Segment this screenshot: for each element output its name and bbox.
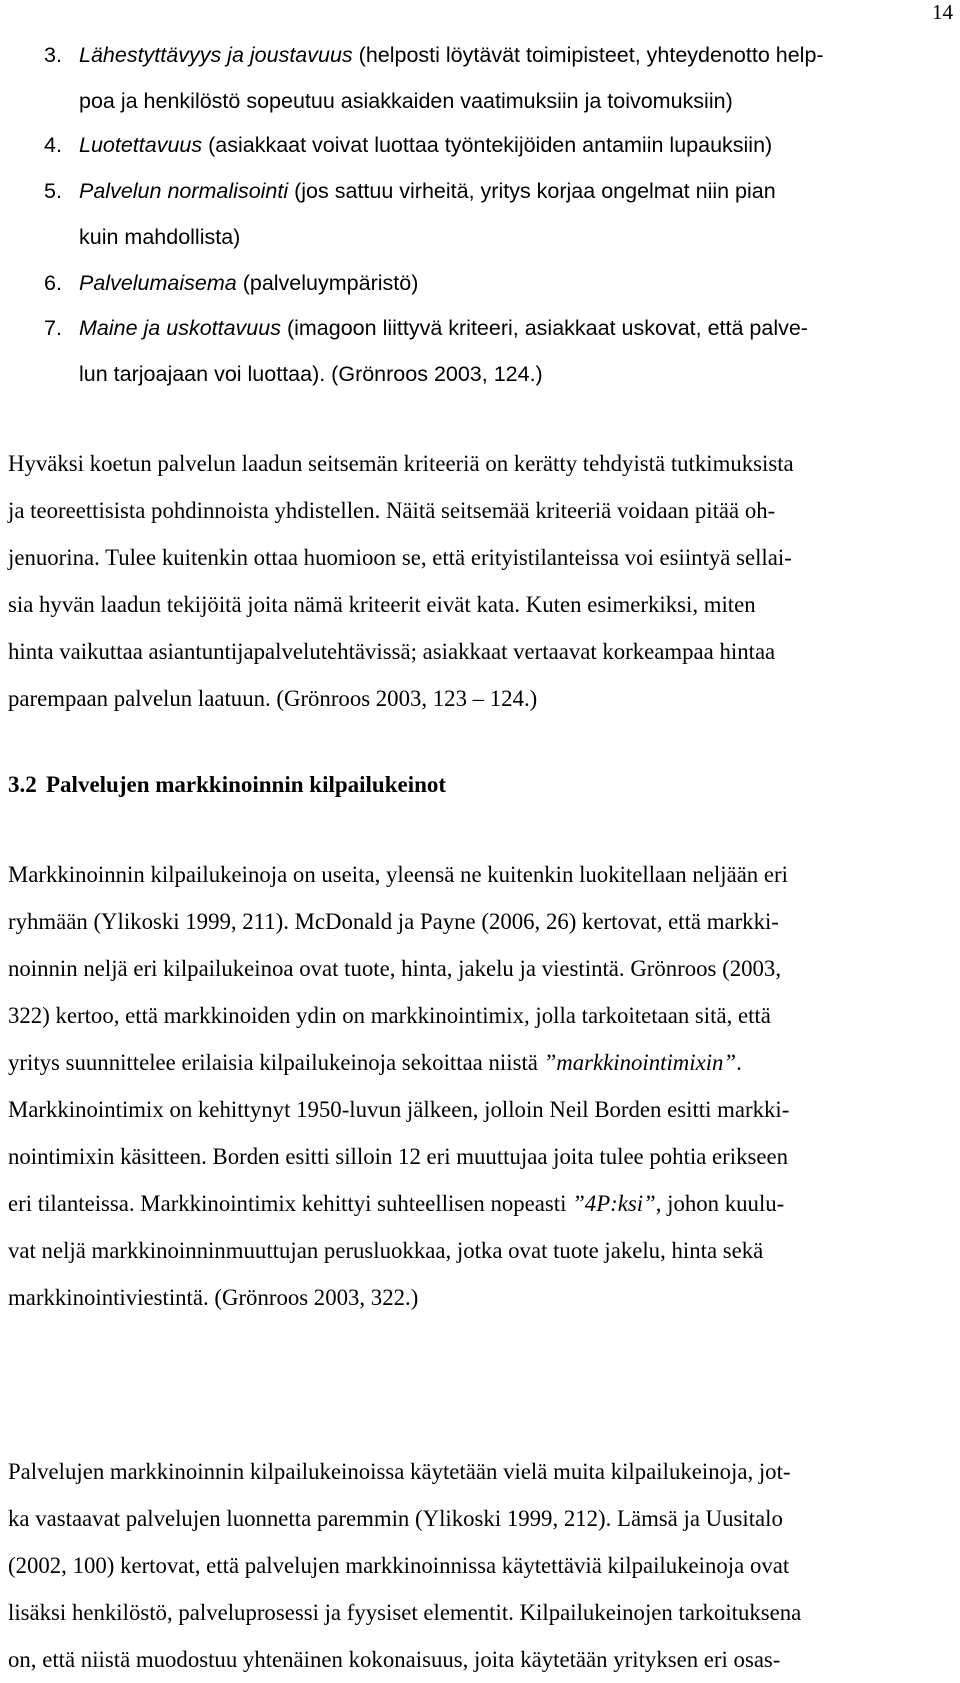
list-item [44, 305, 914, 397]
text-line: lisäksi henkilöstö, palveluprosessi ja fyysiset elementit. Kilpailukeinojen tarkoituksena [8, 1600, 802, 1625]
list-text: (palveluympäristö) [236, 271, 419, 295]
text-line: sia hyvän laadun tekijöitä joita nämä kriteerit eivät kata. Kuten esimerkiksi, miten [8, 592, 756, 617]
text-line [8, 1039, 960, 1086]
list-number: 7. [44, 316, 62, 340]
section-heading [8, 770, 446, 800]
text-line: markkinointiviestintä. (Grönroos 2003, 322.) [8, 1285, 419, 1310]
italic-term: ”markkinointimixin” [543, 1050, 737, 1075]
body-paragraph [8, 1448, 960, 1683]
text-line: 322) kertoo, että markkinoiden ydin on markkinointimix, jolla tarkoitetaan sitä, että [8, 1003, 771, 1028]
list-number: 4. [44, 133, 62, 157]
text-line: nointimixin käsitteen. Borden esitti silloin 12 eri muuttujaa joita tulee pohtia erikseen [8, 1144, 789, 1169]
list-term: Palvelun normalisointi [79, 179, 289, 203]
text-line: jenuorina. Tulee kuitenkin ottaa huomioon se, että erityistilanteissa voi esiintyä sellai- [8, 545, 792, 570]
text-line: ryhmään (Ylikoski 1999, 211). McDonald ja Payne (2006, 26) kertovat, että markki- [8, 909, 779, 934]
text-line: Palvelujen markkinoinnin kilpailukeinoissa käytetään vielä muita kilpailukeinoja, jot- [8, 1459, 791, 1484]
list-text-continued: lun tarjoajaan voi luottaa). (Grönroos 2003, 124.) [79, 362, 543, 386]
list-text: (jos sattuu virheitä, yritys korjaa ongelmat niin pian [288, 179, 776, 203]
list-text: (asiakkaat voivat luottaa työntekijöiden antamiin lupauksiin) [202, 133, 773, 157]
text-segment: eri tilanteissa. Markkinointimix kehittyi suhteellisen nopeasti [8, 1191, 573, 1216]
text-line: on, että niistä muodostuu yhtenäinen kokonaisuus, joita käytetään yrityksen eri osas- [8, 1647, 781, 1672]
list-item [44, 32, 914, 124]
body-paragraph [8, 440, 960, 722]
page-number: 14 [932, 0, 953, 24]
list-term: Maine ja uskottavuus [79, 316, 281, 340]
text-line: parempaan palvelun laatuun. (Grönroos 2003, 123 – 124.) [8, 686, 538, 711]
list-item [44, 168, 914, 260]
text-line: (2002, 100) kertovat, että palvelujen markkinoinnissa käytettäviä kilpailukeinoja ovat [8, 1553, 790, 1578]
text-line: hinta vaikuttaa asiantuntijapalvelutehtävissä; asiakkaat vertaavat korkeampaa hintaa [8, 639, 776, 664]
text-segment: yritys suunnittelee erilaisia kilpailukeinoja sekoittaa niistä [8, 1050, 544, 1075]
section-number: 3.2 [8, 772, 37, 797]
list-term: Palvelumaisema [79, 271, 237, 295]
list-number: 5. [44, 179, 62, 203]
list-text-continued: kuin mahdollista) [79, 225, 241, 249]
list-number: 3. [44, 43, 62, 67]
text-line: ka vastaavat palvelujen luonnetta paremmin (Ylikoski 1999, 212). Lämsä ja Uusitalo [8, 1506, 783, 1531]
list-item [44, 122, 914, 168]
list-item [44, 260, 914, 306]
list-term: Luotettavuus [79, 133, 203, 157]
text-line: ja teoreettisista pohdinnoista yhdistellen. Näitä seitsemää kriteeriä voidaan pitää oh- [8, 498, 776, 523]
text-line: noinnin neljä eri kilpailukeinoa ovat tuote, hinta, jakelu ja viestintä. Grönroos (2003, [8, 956, 782, 981]
text-segment: , johon kuulu- [655, 1191, 785, 1216]
list-text: (imagoon liittyvä kriteeri, asiakkaat uskovat, että palve- [280, 316, 808, 340]
list-text: (helposti löytävät toimipisteet, yhteydenotto help- [352, 43, 824, 67]
section-title: Palvelujen markkinoinnin kilpailukeinot [46, 772, 447, 797]
text-segment: . [736, 1050, 742, 1075]
text-line: Hyväksi koetun palvelun laadun seitsemän kriteeriä on kerätty tehdyistä tutkimuksista [8, 451, 794, 476]
list-term: Lähestyttävyys ja joustavuus [79, 43, 353, 67]
text-line: vat neljä markkinoinninmuuttujan perusluokkaa, jotka ovat tuote jakelu, hinta sekä [8, 1238, 764, 1263]
list-number: 6. [44, 271, 62, 295]
text-line [8, 1180, 960, 1227]
text-line: Markkinointimix on kehittynyt 1950-luvun jälkeen, jolloin Neil Borden esitti markki- [8, 1097, 790, 1122]
body-paragraph [8, 851, 960, 1321]
italic-term: ”4P:ksi” [572, 1191, 656, 1216]
list-text-continued: poa ja henkilöstö sopeutuu asiakkaiden vaatimuksiin ja toivomuksiin) [79, 89, 733, 113]
text-line: Markkinoinnin kilpailukeinoja on useita, yleensä ne kuitenkin luokitellaan neljään eri [8, 862, 788, 887]
